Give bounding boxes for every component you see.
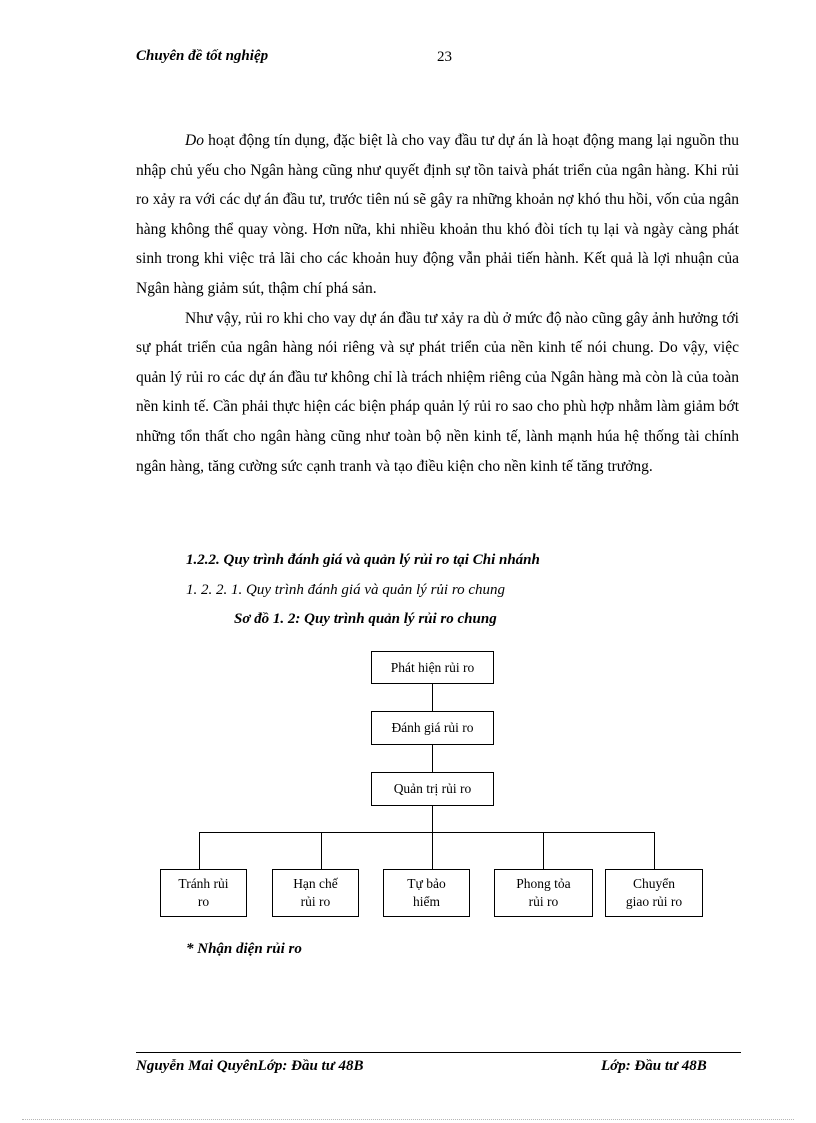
step-manage-risk <box>371 772 494 806</box>
branch-label-line: rủi ro <box>528 894 559 909</box>
step-assess-risk <box>371 711 494 745</box>
header-title: Chuyên đề tốt nghiệp <box>136 48 269 64</box>
paragraph-text: hoạt động tín dụng, đặc biệt là cho vay đầu tư dự án là hoạt động mang lại nguồn thu nhập chủ yếu cho Ngân hàng cũng như quyết định sự tồn taivà phát triển của ngân hàng. Khi rủi ro xảy ra với các dự án đầu tư, trước tiên nú sẽ gây ra những khoản nợ khó thu hồi, vốn của ngân hàng không thể quay vòng. Hơn nữa, khi nhiều khoản thu khó đòi tích tụ lại và ngày càng phát sinh trong khi việc trả lãi cho các khoản huy động vẫn phải tiến hành. Kết quả là lợi nhuận của Ngân hàng giảm sút, thậm chí phá sản. <box>136 132 739 297</box>
branch-label-line: Chuyển <box>633 876 675 891</box>
footer-divider <box>136 1052 741 1053</box>
footer-author: Nguyễn Mai QuyênLớp: Đầu tư 48B <box>136 1058 364 1074</box>
branch-limit-risk <box>272 869 359 917</box>
branch-drop <box>543 832 544 869</box>
branch-label-line: hiểm <box>413 894 440 909</box>
connector-line <box>432 745 433 772</box>
branch-label-line: giao rủi ro <box>625 894 683 909</box>
branch-label-line: Tránh rủi <box>178 876 229 891</box>
connector-line <box>432 806 433 832</box>
branch-label-line: ro <box>197 894 210 909</box>
step-label: Đánh giá rủi ro <box>391 720 474 735</box>
body-text <box>136 126 739 481</box>
section-heading: 1.2.2. Quy trình đánh giá và quản lý rủi ro tại Chi nhánh <box>186 552 540 568</box>
branch-label-line: Tự bảo <box>407 876 446 891</box>
page-number: 23 <box>437 49 452 65</box>
page-edge <box>22 1119 794 1120</box>
paragraph <box>136 304 739 482</box>
branch-label-line: rủi ro <box>300 894 331 909</box>
paragraph-text: Như vậy, rủi ro khi cho vay dự án đầu tư xảy ra dù ở mức độ nào cũng gây ảnh hưởng tới sự phát triển của ngân hàng nói riêng và sự phát triển của nền kinh tế nói chung. Do vậy, việc quản lý rủi ro các dự án đầu tư không chỉ là trách nhiệm riêng của Ngân hàng mà còn là của toàn nền kinh tế. Cần phải thực hiện các biện pháp quản lý rủi ro sao cho phù hợp nhằm làm giảm bớt những tổn thất cho ngân hàng cũng như toàn bộ nền kinh tế, lành mạnh húa hệ thống tài chính ngân hàng, tăng cường sức cạnh tranh và tạo điều kiện cho nền kinh tế tăng trưởng. <box>136 309 739 475</box>
subsection-heading: 1. 2. 2. 1. Quy trình đánh giá và quản lý rủi ro chung <box>186 582 506 598</box>
paragraph-lead: Do <box>185 132 204 149</box>
branch-drop <box>654 832 655 869</box>
paragraph <box>136 126 739 304</box>
branch-drop <box>199 832 200 869</box>
branch-transfer-risk <box>605 869 703 917</box>
step-label: Phát hiện rủi ro <box>390 659 475 675</box>
connector-line <box>432 684 433 711</box>
branch-avoid-risk <box>160 869 247 917</box>
branch-label-line: Hạn chế <box>293 876 338 891</box>
branch-drop <box>432 832 433 869</box>
branch-contain-risk <box>494 869 593 917</box>
branch-drop <box>321 832 322 869</box>
branch-bar <box>199 832 654 833</box>
step-detect-risk <box>371 651 494 684</box>
branch-label-line: Phong tỏa <box>516 876 571 891</box>
step-label: Quản trị rủi ro <box>393 781 472 796</box>
risk-identification-heading: * Nhận diện rủi ro <box>186 941 302 957</box>
branch-self-insure <box>383 869 470 917</box>
figure-caption: Sơ đồ 1. 2: Quy trình quản lý rủi ro chung <box>234 611 497 627</box>
footer-class: Lớp: Đầu tư 48B <box>601 1058 707 1074</box>
